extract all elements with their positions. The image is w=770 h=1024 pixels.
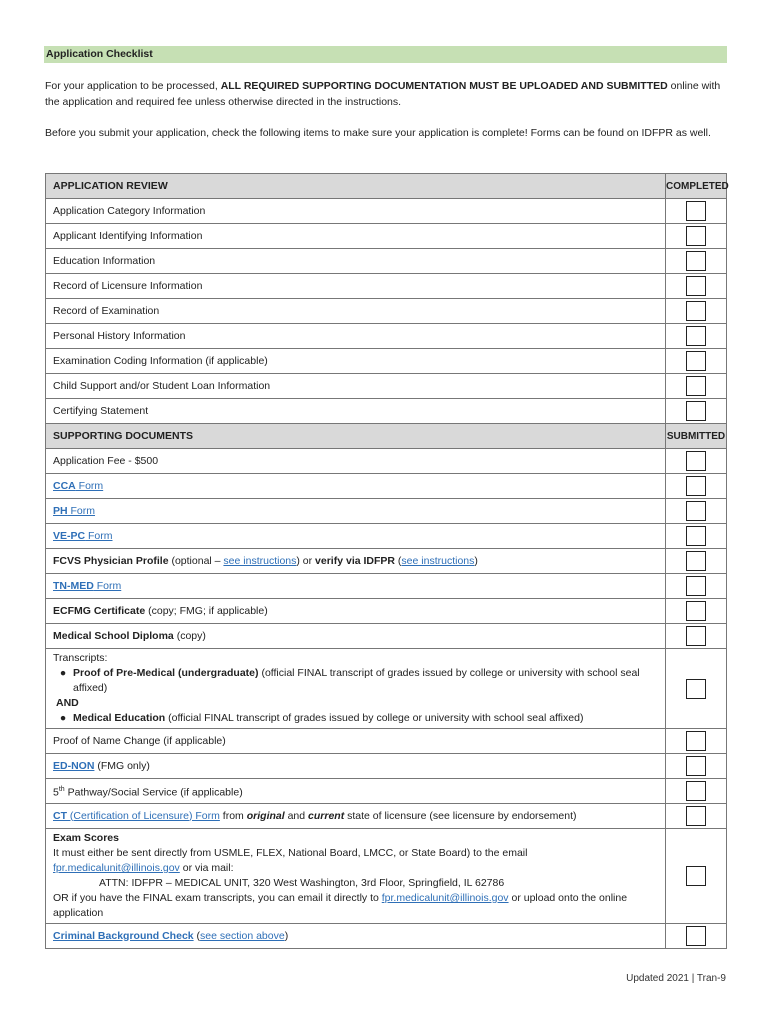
table-row: [46, 624, 727, 649]
exam-title: Exam Scores: [53, 832, 119, 844]
review-item: Record of Examination: [46, 299, 666, 324]
checkbox[interactable]: [686, 526, 706, 546]
checkbox[interactable]: [686, 601, 706, 621]
transcripts-item: [46, 649, 666, 729]
email-link[interactable]: fpr.medicalunit@illinois.gov: [53, 862, 180, 874]
fee-item: Application Fee - $500: [46, 449, 666, 474]
checkbox[interactable]: [686, 679, 706, 699]
table-row: Criminal Background Check (see section above): [46, 924, 727, 949]
checkbox[interactable]: [686, 326, 706, 346]
table-row: ED-NON (FMG only): [46, 754, 727, 779]
checkbox[interactable]: [686, 731, 706, 751]
table-row: [46, 574, 727, 599]
checkbox[interactable]: [686, 476, 706, 496]
mail-address: ATTN: IDFPR – MEDICAL UNIT, 320 West Washington, 3rd Floor, Springfield, IL 62786: [99, 877, 505, 889]
supporting-header: SUPPORTING DOCUMENTS: [46, 424, 666, 449]
intro-emphasis: ALL REQUIRED SUPPORTING DOCUMENTATION MUST BE UPLOADED AND SUBMITTED: [220, 80, 668, 92]
ph-form-link[interactable]: PH Form: [53, 504, 96, 517]
table-row: [46, 524, 727, 549]
table-row: [46, 804, 727, 829]
table-row: [46, 249, 727, 274]
table-row: [46, 399, 727, 424]
criminal-background-check-link[interactable]: Criminal Background Check: [53, 929, 194, 942]
review-item: Personal History Information: [46, 324, 666, 349]
tnmed-form-link[interactable]: TN-MED Form: [53, 579, 122, 592]
cca-form-link[interactable]: CCA Form: [53, 479, 104, 492]
checkbox[interactable]: [686, 401, 706, 421]
table-row: [46, 779, 727, 804]
checkbox[interactable]: [686, 781, 706, 801]
intro-text-end: online with the application and required fee unless otherwise directed in the instructions.: [45, 80, 721, 108]
idfpr-instructions-link[interactable]: see instructions: [401, 554, 475, 567]
table-row: [46, 599, 727, 624]
page-footer: Updated 2021 | Tran-9: [626, 973, 726, 984]
review-header: APPLICATION REVIEW: [46, 174, 666, 199]
checkbox[interactable]: [686, 376, 706, 396]
and-label: AND: [56, 697, 79, 709]
email-link[interactable]: fpr.medicalunit@illinois.gov: [381, 892, 509, 904]
checkbox[interactable]: [686, 226, 706, 246]
list-item: ● Medical Education (official FINAL transcript of grades issued by college or university with school seal affixed): [59, 712, 584, 724]
table-row: [46, 449, 727, 474]
review-item: Application Category Information: [46, 199, 666, 224]
table-row: [46, 649, 727, 729]
intro-text: For your application to be processed,: [45, 80, 221, 92]
section-banner: Application Checklist: [44, 46, 727, 63]
pathway-item: 5th Pathway/Social Service (if applicable): [46, 779, 666, 804]
table-row: [46, 474, 727, 499]
checkbox[interactable]: [686, 276, 706, 296]
intro-paragraph-1: [45, 78, 727, 110]
table-row: [46, 324, 727, 349]
see-section-above-link[interactable]: see section above: [200, 929, 285, 942]
review-item: Child Support and/or Student Loan Information: [46, 374, 666, 399]
ecfmg-item: ECFMG Certificate (copy; FMG; if applicable): [46, 599, 666, 624]
ct-form-link[interactable]: CT (Certification of Licensure) Form: [53, 809, 220, 822]
ct-item: CT (Certification of Licensure) Form from original and current state of licensure (see licensure by endorsement): [46, 804, 666, 829]
review-item: Record of Licensure Information: [46, 274, 666, 299]
checkbox[interactable]: [686, 626, 706, 646]
submitted-header: SUBMITTED: [666, 424, 727, 449]
review-header-row: [46, 174, 727, 199]
checklist-table: [45, 173, 727, 949]
checkbox[interactable]: [686, 451, 706, 471]
vepc-form-link[interactable]: VE-PC Form: [53, 529, 113, 542]
checkbox[interactable]: [686, 576, 706, 596]
table-row: [46, 299, 727, 324]
diploma-item: Medical School Diploma (copy): [46, 624, 666, 649]
fcvs-instructions-link[interactable]: see instructions: [223, 554, 297, 567]
checkbox[interactable]: [686, 866, 706, 886]
review-item: Examination Coding Information (if applicable): [46, 349, 666, 374]
checkbox[interactable]: [686, 551, 706, 571]
list-item: ● Proof of Pre-Medical (undergraduate) (official FINAL transcript of grades issued by college or university with school seal affixed): [59, 667, 640, 694]
table-row: [46, 199, 727, 224]
table-row: [46, 729, 727, 754]
checkbox[interactable]: [686, 926, 706, 946]
checkbox[interactable]: [686, 301, 706, 321]
ednon-form-link[interactable]: ED-NON: [53, 759, 95, 772]
checkbox[interactable]: [686, 251, 706, 271]
checkbox[interactable]: [686, 501, 706, 521]
checkbox[interactable]: [686, 756, 706, 776]
name-change-item: Proof of Name Change (if applicable): [46, 729, 666, 754]
table-row: [46, 274, 727, 299]
intro-paragraph-2: Before you submit your application, check the following items to make sure your application is complete! Forms can be found on IDFPR as well.: [45, 127, 711, 139]
review-item: Applicant Identifying Information: [46, 224, 666, 249]
review-item: Education Information: [46, 249, 666, 274]
supporting-header-row: [46, 424, 727, 449]
checkbox[interactable]: [686, 806, 706, 826]
transcripts-label: Transcripts:: [53, 652, 108, 664]
exam-scores-item: Exam Scores It must either be sent directly from USMLE, FLEX, National Board, LMCC, or State Board) to the email fpr.medicalunit@illinois.gov or via mail: ATTN: IDFPR – MEDICAL UNIT, 320 West Washington, 3rd Floor, Springfield, IL 62786 OR if you have the FINAL exam transcripts, you can email it directly to fpr.medicalunit@illinois.gov or upload onto the online application: [46, 829, 666, 924]
table-row: [46, 499, 727, 524]
checkbox[interactable]: [686, 351, 706, 371]
fcvs-item: FCVS Physician Profile (optional – see instructions) or verify via IDFPR (see instructions): [46, 549, 666, 574]
table-row: [46, 374, 727, 399]
completed-header: COMPLETED: [666, 174, 727, 199]
checkbox[interactable]: [686, 201, 706, 221]
review-item: Certifying Statement: [46, 399, 666, 424]
table-row: [46, 349, 727, 374]
table-row: [46, 829, 727, 924]
table-row: [46, 224, 727, 249]
table-row: [46, 549, 727, 574]
